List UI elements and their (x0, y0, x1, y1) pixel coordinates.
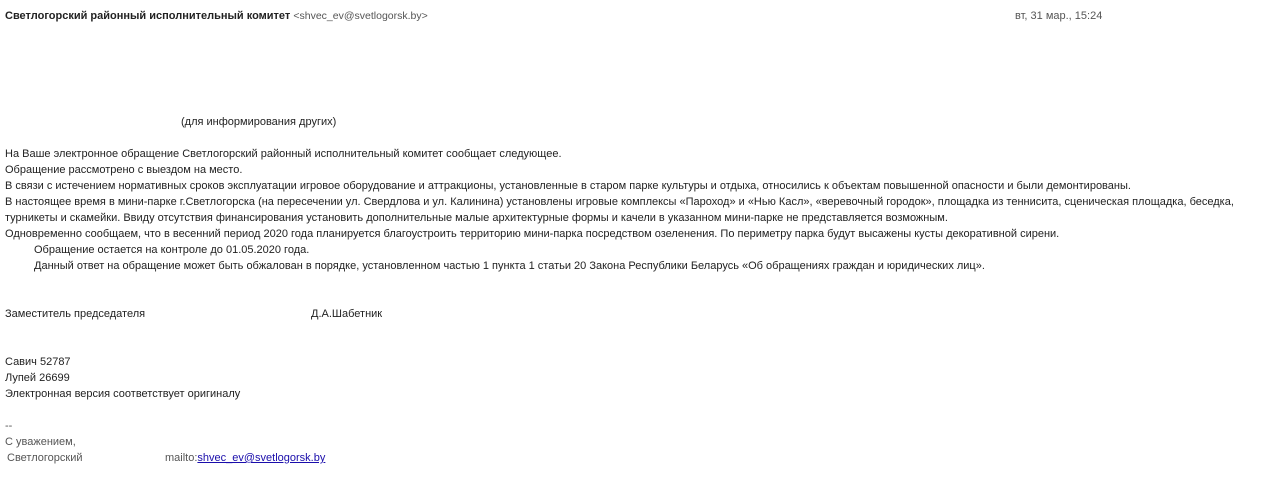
signature-regards: С уважением, (5, 436, 76, 448)
signer-title: Заместитель председателя (5, 308, 146, 320)
contact-lupei: Лупей 26699 (5, 372, 70, 384)
body-paragraph-7: Данный ответ на обращение может быть обжалован в порядке, установленном частью 1 пункта 1 статьи 20 Закона Республики Беларусь «Об обращениях граждан и юридических лиц». (34, 260, 985, 272)
body-paragraph-6: Обращение остается на контроле до 01.05.2020 года. (34, 244, 310, 256)
email-date: вт, 31 мар., 15:24 (1015, 10, 1103, 22)
electronic-version-note: Электронная версия соответствует оригиналу (5, 388, 241, 400)
signer-name: Д.А.Шабетник (311, 308, 383, 320)
signature-separator: -- (5, 420, 13, 432)
body-paragraph-1: На Ваше электронное обращение Светлогорский районный исполнительный комитет сообщает следующее. (5, 148, 562, 160)
sender-email[interactable]: <shvec_ev@svetlogorsk.by> (293, 10, 428, 22)
body-paragraph-3: В связи с истечением нормативных сроков эксплуатации игровое оборудование и аттракционы, установленные в старом парке культуры и отдыха, относились к объектам повышенной опасности и были демонтированы. (5, 180, 1131, 192)
info-note: (для информирования других) (181, 116, 337, 128)
contact-savich: Савич 52787 (5, 356, 71, 368)
signature-mailto (165, 451, 325, 465)
mailto-link[interactable]: shvec_ev@svetlogorsk.by (197, 452, 326, 464)
body-paragraph-4b: турникеты и скамейки. Ввиду отсутствия финансирования установить дополнительные малые архитектурные формы и качели в указанном мини-парке не представляется возможным. (5, 212, 948, 224)
email-header (5, 10, 1275, 26)
body-paragraph-4a: В настоящее время в мини-парке г.Светлогорска (на пересечении ул. Свердлова и ул. Калинина) установлены игровые комплексы «Пароход» и «Нью Касл», «веревочный городок», площадка из теннисита, сценическая площадка, беседка, (5, 196, 1234, 208)
mailto-prefix: mailto: (165, 452, 198, 464)
body-paragraph-5: Одновременно сообщаем, что в весенний период 2020 года планируется благоустроить территорию мини-парка посредством озеленения. По периметру парка будут высажены кусты декоративной сирени. (5, 228, 1060, 240)
sender-name[interactable]: Светлогорский районный исполнительный комитет (5, 10, 291, 22)
signature-org: Светлогорский (7, 452, 83, 464)
body-paragraph-2: Обращение рассмотрено с выездом на место. (5, 164, 243, 176)
